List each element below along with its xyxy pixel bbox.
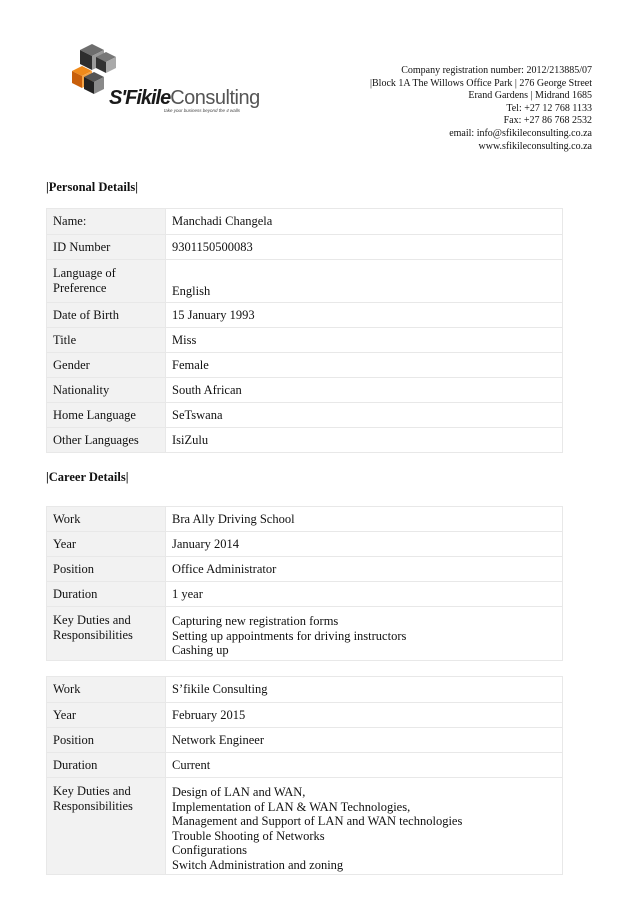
table-row	[47, 507, 563, 532]
duty-item: Switch Administration and zoning	[172, 857, 344, 872]
id-number-value: 9301150500083	[166, 235, 563, 260]
id-number-label: ID Number	[47, 235, 166, 260]
company-address-line-1: |Block 1A The Willows Office Park | 276 George Street	[370, 77, 592, 89]
company-address-line-2: Erand Gardens | Midrand 1685	[468, 90, 592, 102]
gender-value: Female	[166, 353, 563, 378]
label-line: Preference	[53, 280, 107, 295]
name-label: Name:	[47, 209, 166, 235]
other-languages-value: IsiZulu	[166, 428, 563, 453]
name-value: Manchadi Changela	[166, 209, 563, 235]
year-label: Year	[47, 703, 166, 728]
home-language-label: Home Language	[47, 403, 166, 428]
table-row	[47, 328, 563, 353]
year-value: February 2015	[166, 703, 563, 728]
position-label: Position	[47, 557, 166, 582]
career-details-heading: |Career Details|	[46, 470, 129, 484]
table-row	[47, 728, 563, 753]
duty-item: Trouble Shooting of Networks	[172, 828, 325, 843]
duties-value	[166, 607, 563, 661]
duties-label	[47, 607, 166, 661]
gender-label: Gender	[47, 353, 166, 378]
title-value: Miss	[166, 328, 563, 353]
title-label: Title	[47, 328, 166, 353]
year-label: Year	[47, 532, 166, 557]
table-row	[47, 557, 563, 582]
other-languages-label: Other Languages	[47, 428, 166, 453]
duty-item: Setting up appointments for driving instructors	[172, 628, 407, 643]
duties-label	[47, 778, 166, 875]
position-label: Position	[47, 728, 166, 753]
company-registration: Company registration number: 2012/213885/07	[401, 65, 592, 76]
duration-value: Current	[166, 753, 563, 778]
position-value: Office Administrator	[166, 557, 563, 582]
table-row	[47, 303, 563, 328]
nationality-label: Nationality	[47, 378, 166, 403]
table-row	[47, 378, 563, 403]
duration-label: Duration	[47, 753, 166, 778]
duty-item: Cashing up	[172, 643, 229, 657]
position-value: Network Engineer	[166, 728, 563, 753]
company-website[interactable]: www.sfikileconsulting.co.za	[478, 140, 592, 152]
work-value: Bra Ally Driving School	[166, 507, 563, 532]
company-email[interactable]: email: info@sfikileconsulting.co.za	[449, 127, 592, 139]
work-value: S’fikile Consulting	[166, 677, 563, 703]
duty-item: Implementation of LAN & WAN Technologies,	[172, 799, 411, 814]
table-row	[47, 753, 563, 778]
duration-label: Duration	[47, 582, 166, 607]
table-row	[47, 703, 563, 728]
language-preference-label	[47, 260, 166, 303]
logo-name-light: Consulting	[170, 87, 260, 109]
duty-item: Configurations	[172, 843, 247, 857]
date-of-birth-label: Date of Birth	[47, 303, 166, 328]
duty-item: Design of LAN and WAN,	[172, 785, 306, 799]
label-line: Key Duties and	[53, 784, 131, 798]
language-preference-value: English	[166, 260, 563, 303]
label-line: Key Duties and	[53, 613, 131, 627]
duty-item: Management and Support of LAN and WAN technologies	[172, 814, 463, 828]
table-row	[47, 677, 563, 703]
table-row	[47, 403, 563, 428]
personal-details-heading: |Personal Details|	[46, 180, 138, 194]
year-value: January 2014	[166, 532, 563, 557]
nationality-value: South African	[166, 378, 563, 403]
table-row	[47, 260, 563, 303]
table-row	[47, 532, 563, 557]
duty-item: Capturing new registration forms	[172, 614, 339, 628]
logo-name-bold: S'Fikile	[109, 87, 171, 109]
date-of-birth-value: 15 January 1993	[166, 303, 563, 328]
logo-wordmark	[109, 88, 260, 108]
work-label: Work	[47, 507, 166, 532]
company-fax: Fax: +27 86 768 2532	[503, 115, 592, 127]
duration-value: 1 year	[166, 582, 563, 607]
table-row	[47, 353, 563, 378]
personal-details-table	[46, 208, 563, 453]
company-telephone: Tel: +27 12 768 1133	[506, 102, 592, 114]
table-row	[47, 582, 563, 607]
company-details	[370, 65, 592, 153]
logo-tagline: take your business beyond the 4 walls	[164, 108, 241, 113]
home-language-value: SeTswana	[166, 403, 563, 428]
label-line: Language of	[53, 266, 116, 280]
career-entry-table	[46, 676, 563, 875]
work-label: Work	[47, 677, 166, 703]
table-row	[47, 778, 563, 875]
label-line: Responsibilities	[53, 798, 133, 813]
company-logo	[72, 42, 262, 122]
table-row	[47, 428, 563, 453]
duties-value	[166, 778, 563, 875]
career-entry-table	[46, 506, 563, 661]
label-line: Responsibilities	[53, 627, 133, 642]
table-row	[47, 209, 563, 235]
table-row	[47, 607, 563, 661]
table-row	[47, 235, 563, 260]
